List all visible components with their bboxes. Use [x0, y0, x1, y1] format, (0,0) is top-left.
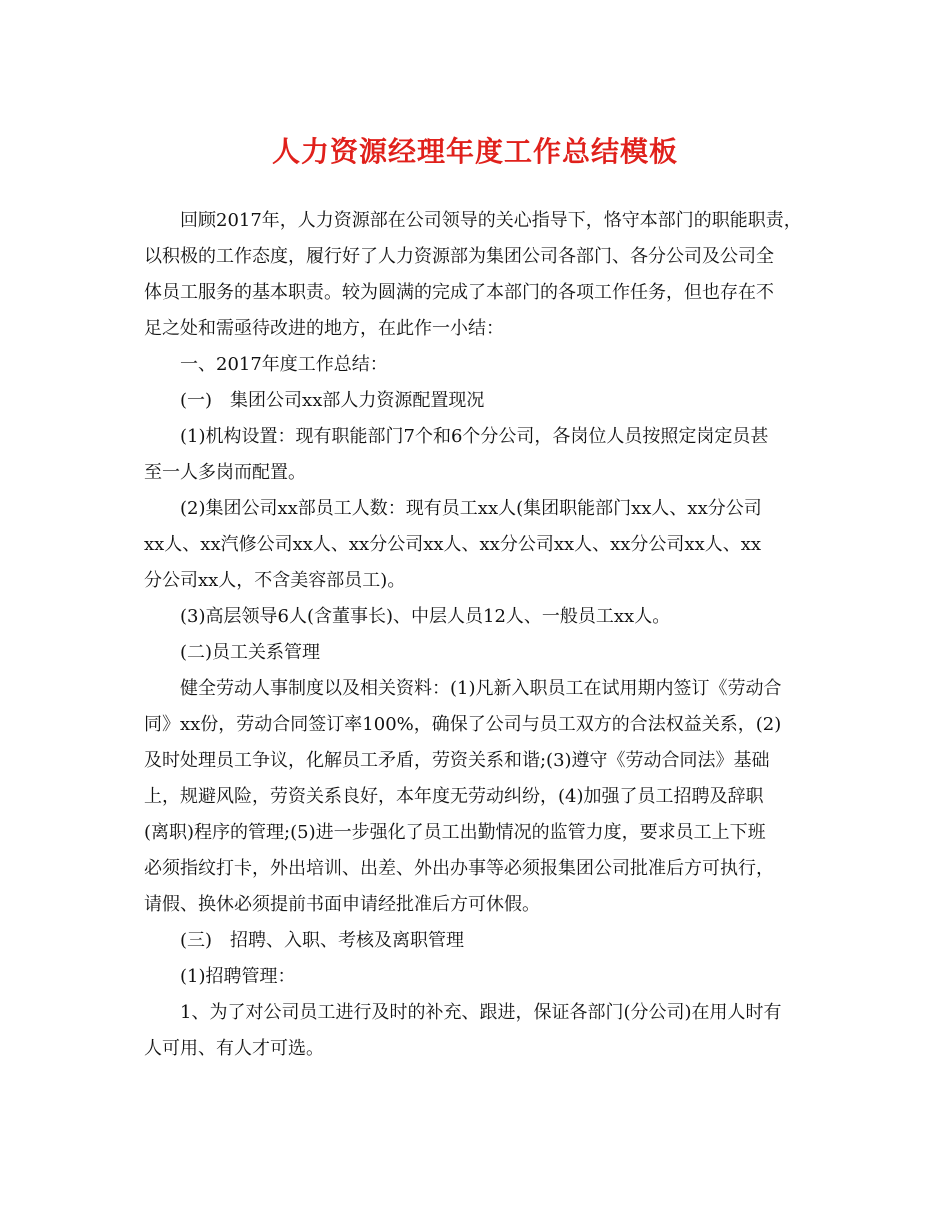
paragraph-line: 足之处和需亟待改进的地方，在此作一小结：: [144, 318, 504, 339]
subsection-heading: (三) 招聘、入职、考核及离职管理: [180, 930, 465, 951]
paragraph-line: xx人、xx汽修公司xx人、xx分公司xx人、xx分公司xx人、xx分公司xx人、xx: [144, 534, 762, 555]
paragraph-line: (1)机构设置：现有职能部门7个和6个分公司，各岗位人员按照定岗定员甚: [180, 426, 769, 447]
paragraph-line: 健全劳动人事制度以及相关资料：(1)凡新入职员工在试用期内签订《劳动合: [180, 678, 782, 699]
section-heading: 一、2017年度工作总结：: [180, 354, 388, 375]
paragraph-line: 体员工服务的基本职责。较为圆满的完成了本部门的各项工作任务，但也存在不: [144, 282, 774, 303]
paragraph-line: 及时处理员工争议，化解员工矛盾，劳资关系和谐;(3)遵守《劳动合同法》基础: [144, 750, 770, 771]
subsection-heading: (二)员工关系管理: [180, 642, 321, 663]
paragraph-line: 1、为了对公司员工进行及时的补充、跟进，保证各部门(分公司)在用人时有: [180, 1002, 782, 1023]
paragraph-line: 必须指纹打卡，外出培训、出差、外出办事等必须报集团公司批准后方可执行，: [144, 858, 774, 879]
paragraph-line: 人可用、有人才可选。: [144, 1038, 324, 1059]
paragraph-line: (1)招聘管理：: [180, 966, 296, 987]
document-title: 人力资源经理年度工作总结模板: [271, 135, 678, 168]
paragraph-line: 同》xx份，劳动合同签订率100%，确保了公司与员工双方的合法权益关系，(2): [144, 714, 782, 735]
paragraph-line: 上，规避风险，劳资关系良好，本年度无劳动纠纷，(4)加强了员工招聘及辞职: [144, 786, 764, 807]
paragraph-line: 以积极的工作态度，履行好了人力资源部为集团公司各部门、各分公司及公司全: [144, 246, 774, 267]
paragraph-line: (3)高层领导6人(含董事长)、中层人员12人、一般员工xx人。: [180, 606, 671, 627]
paragraph-line: 请假、换休必须提前书面申请经批准后方可休假。: [144, 894, 540, 915]
subsection-heading: (一) 集团公司xx部人力资源配置现况: [180, 390, 485, 411]
paragraph-line: 回顾2017年，人力资源部在公司领导的关心指导下，恪守本部门的职能职责，: [180, 210, 802, 231]
document-body: [144, 203, 814, 1067]
paragraph-line: (2)集团公司xx部员工人数：现有员工xx人(集团职能部门xx人、xx分公司: [180, 498, 762, 519]
paragraph-line: (离职)程序的管理;(5)进一步强化了员工出勤情况的监管力度，要求员工上下班: [144, 822, 766, 843]
paragraph-line: 分公司xx人，不含美容部员工)。: [144, 570, 406, 591]
paragraph-line: 至一人多岗而配置。: [144, 462, 306, 483]
